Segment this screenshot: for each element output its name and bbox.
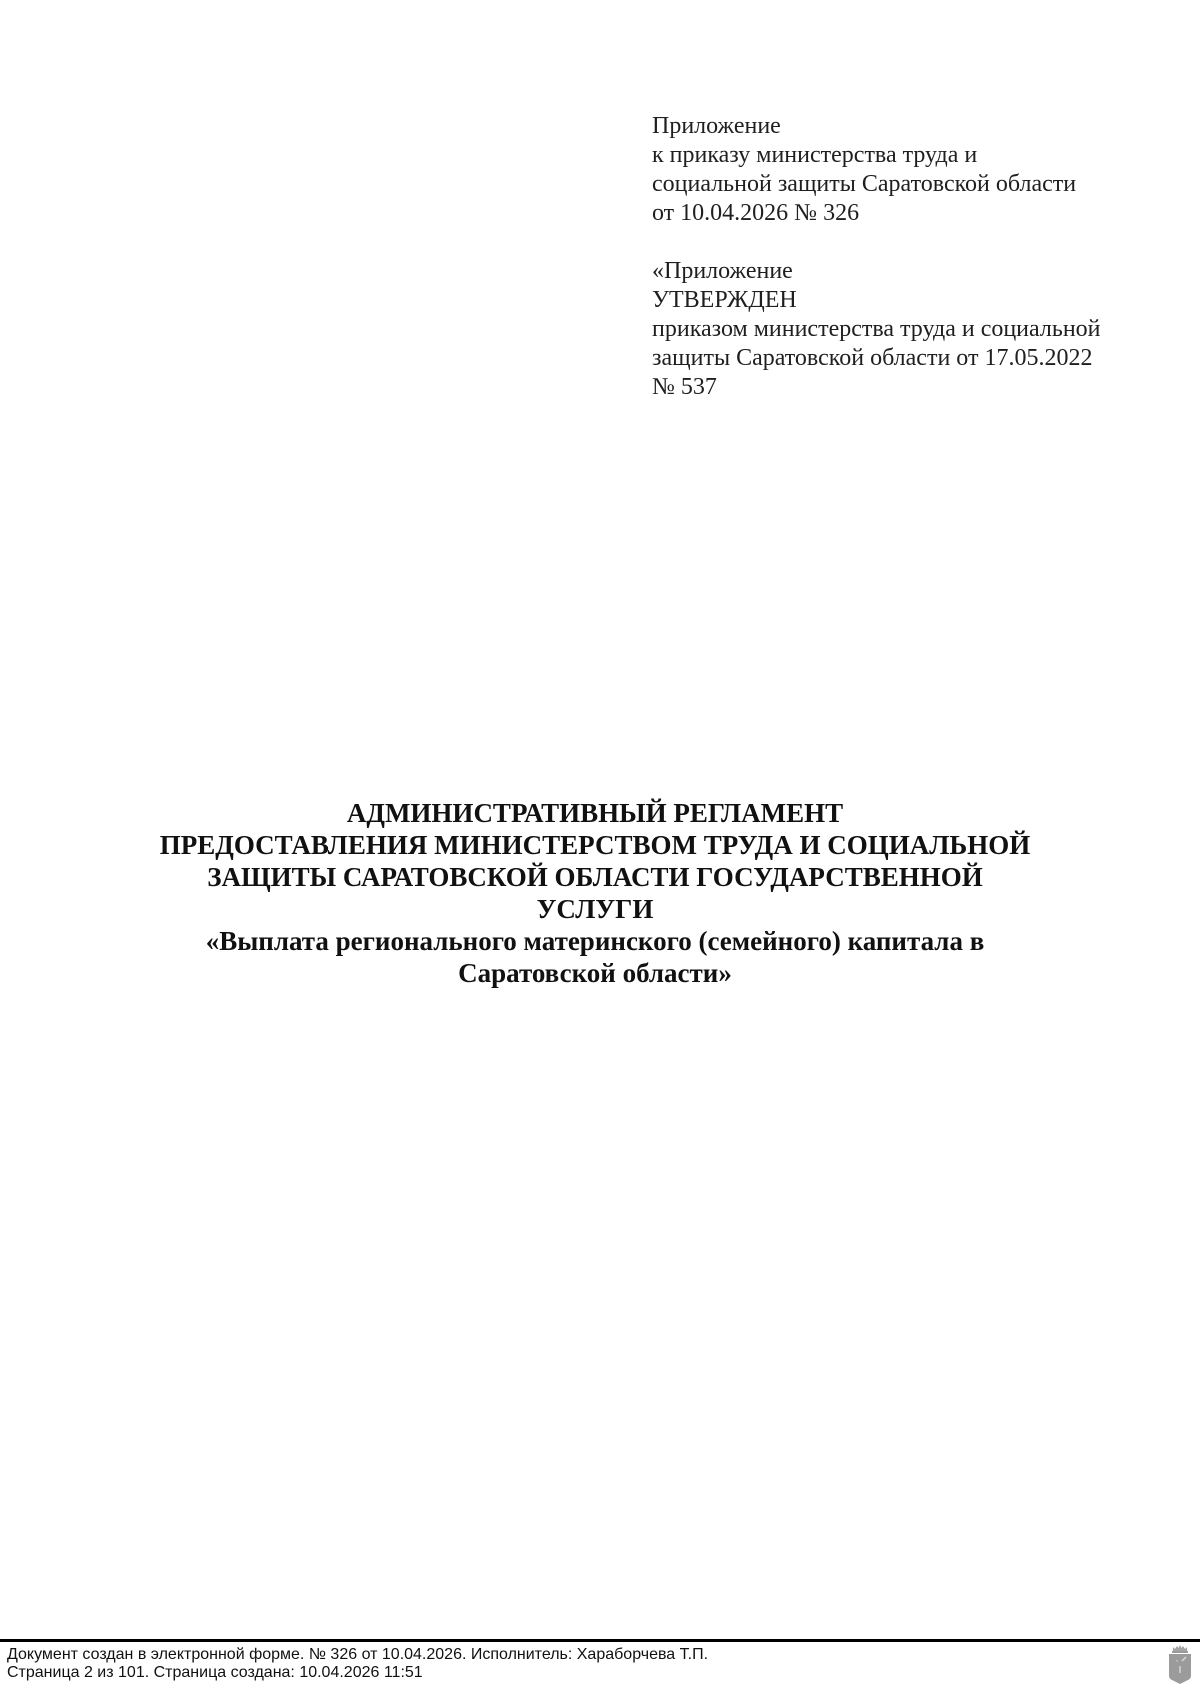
approval-reference-line: защиты Саратовской области от 17.05.2022 [652, 345, 1093, 371]
approval-reference-line: УТВЕРЖДЕН [652, 287, 797, 313]
reference-block [652, 112, 1122, 402]
document-subtitle: Саратовской области» [458, 958, 732, 988]
approval-reference [652, 257, 1122, 402]
appendix-reference-line: Приложение [652, 113, 781, 139]
appendix-reference [652, 112, 1122, 228]
appendix-reference-line: от 10.04.2026 № 326 [652, 200, 860, 226]
footer-divider [0, 1639, 1200, 1642]
footer-stamp-line1: Документ создан в электронной форме. № 326 от 10.04.2026. Исполнитель: Хараборчева Т.П. [7, 1646, 709, 1663]
footer-stamp [7, 1646, 1107, 1681]
approval-reference-line: «Приложение [652, 258, 793, 284]
footer-stamp-line2: Страница 2 из 101. Страница создана: 10.04.2026 11:51 [7, 1663, 423, 1681]
appendix-reference-line: социальной защиты Саратовской области [652, 171, 1077, 197]
document-title: ЗАЩИТЫ САРАТОВСКОЙ ОБЛАСТИ ГОСУДАРСТВЕННОЙ [207, 862, 983, 892]
approval-reference-line: приказом министерства труда и социальной [652, 316, 1101, 342]
approval-reference-line: № 537 [652, 374, 717, 400]
document-title: АДМИНИСТРАТИВНЫЙ РЕГЛАМЕНТ [346, 798, 844, 828]
title-block [112, 797, 1078, 989]
coat-of-arms-icon [1167, 1643, 1193, 1685]
document-title: УСЛУГИ [536, 894, 654, 924]
document-subtitle: «Выплата регионального материнского (семейного) капитала в [205, 926, 985, 956]
appendix-reference-line: к приказу министерства труда и [652, 142, 978, 168]
document-title: ПРЕДОСТАВЛЕНИЯ МИНИСТЕРСТВОМ ТРУДА И СОЦИАЛЬНОЙ [159, 830, 1031, 860]
